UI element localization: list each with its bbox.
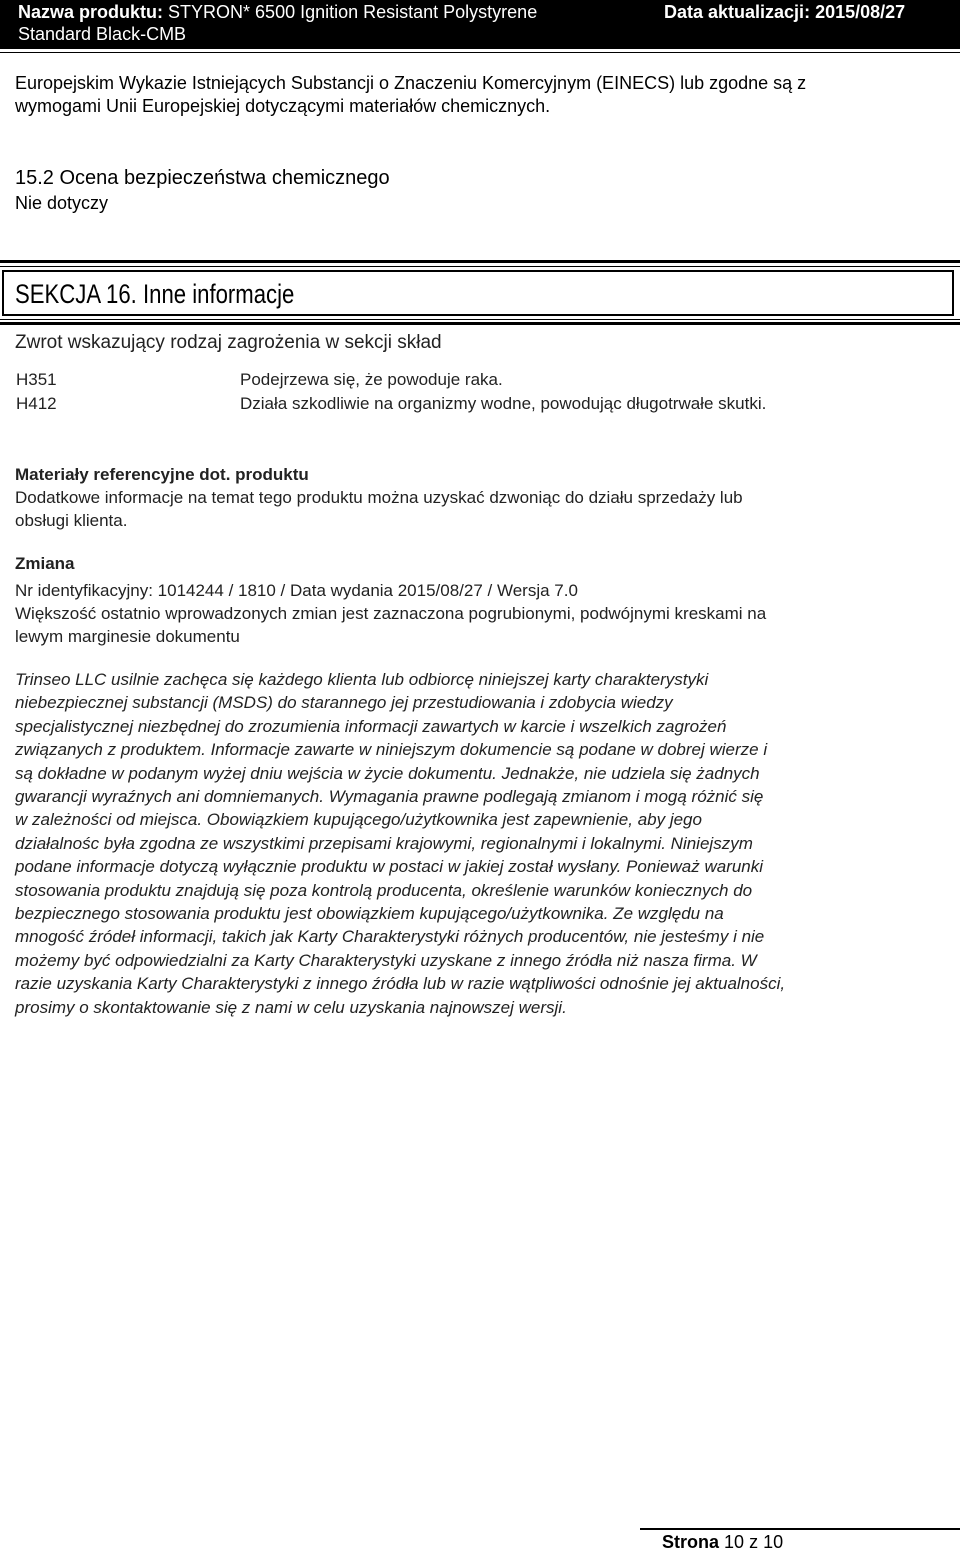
section16-rule-bottom-thick bbox=[0, 322, 960, 325]
section16-title: SEKCJA 16. Inne informacje bbox=[15, 279, 295, 309]
header-product-line2: Standard Black-CMB bbox=[18, 24, 187, 44]
section15-intro-line2: wymogami Unii Europejskiej dotyczącymi materiałów chemicznych. bbox=[15, 96, 551, 116]
section16-rule-top-thick bbox=[0, 260, 960, 263]
disclaimer-line: razie uzyskania Karty Charakterystyki z innego źródła lub w razie wątpliwości odnośnie jej aktualności, bbox=[15, 974, 786, 994]
change-line1: Większość ostatnio wprowadzonych zmian jest zaznaczona pogrubionymi, podwójnymi kreskami na bbox=[15, 604, 767, 623]
disclaimer-line: Trinseo LLC usilnie zachęca się każdego klienta lub odbiorcę niniejszej karty charakterystyki bbox=[15, 670, 709, 689]
disclaimer-line: działalnośc była zgodna ze wszystkimi przepisami krajowymi, regionalnymi i lokalnymi. Niniejszym bbox=[15, 833, 753, 853]
hazard-text-h412: Działa szkodliwie na organizmy wodne, powodując długotrwałe skutki. bbox=[240, 394, 767, 413]
page-label: Strona bbox=[662, 1532, 720, 1552]
section16-rule-top-thin bbox=[0, 266, 960, 267]
header-rule-thick bbox=[0, 46, 960, 49]
section15-intro-line1: Europejskim Wykazie Istniejących Substancji o Znaczeniu Komercyjnym (EINECS) lub zgodne są z bbox=[15, 73, 807, 93]
header-rule-thin bbox=[0, 52, 960, 53]
header-product-line bbox=[18, 1, 537, 23]
page-current: 10 bbox=[724, 1532, 745, 1552]
subsection-15-2-value: Nie dotyczy bbox=[15, 193, 109, 213]
disclaimer-line: bezpiecznego stosowania produktu jest obowiązkiem kupującego/użytkownika. Ze względu na bbox=[15, 904, 724, 924]
header-date-label: Data aktualizacji: bbox=[664, 2, 811, 22]
page-of: z bbox=[749, 1532, 759, 1552]
hazard-code-h412: H412 bbox=[16, 394, 57, 413]
disclaimer-line: specjalistycznej niezbędnej do zrozumienia informacji zawartych w karcie i wszelkich zagrożeń bbox=[15, 716, 727, 736]
change-heading: Zmiana bbox=[15, 554, 75, 573]
disclaimer-line: związanych z produktem. Informacje zawarte w niniejszym dokumencie są podane w dobrej wierze i bbox=[15, 740, 768, 760]
header-date-line bbox=[664, 1, 905, 23]
reference-line2: obsługi klienta. bbox=[15, 511, 128, 530]
header-product-label: Nazwa produktu: bbox=[18, 2, 164, 22]
hazard-heading: Zwrot wskazujący rodzaj zagrożenia w sekcji skład bbox=[15, 332, 442, 353]
subsection-15-2-title: 15.2 Ocena bezpieczeństwa chemicznego bbox=[15, 167, 390, 189]
disclaimer-paragraph bbox=[15, 668, 785, 1019]
hazard-code-h351: H351 bbox=[16, 370, 57, 389]
disclaimer-line: podane informacje dotyczą wyłącznie produktu w postaci w jakiej został wysłany. Ponieważ warunki bbox=[15, 857, 764, 877]
reference-line1: Dodatkowe informacje na temat tego produktu można uzyskać dzwoniąc do działu sprzedaży lub bbox=[15, 488, 743, 507]
disclaimer-line: gwarancji wyraźnych ani domniemanych. Wymagania prawne podlegają zmianom i mogą różnić się bbox=[15, 787, 764, 807]
section16-rule-bottom-thin bbox=[0, 319, 960, 320]
disclaimer-line: niebezpiecznej substancji (MSDS) do starannego jej przestudiowania i zdobycia wiedzy bbox=[15, 693, 673, 713]
disclaimer-line: możemy być odpowiedzialni za Karty Charakterystyki uzyskane z innego źródła niż nasza firma. W bbox=[15, 950, 757, 970]
disclaimer-line: w zależności od miejsca. Obowiązkiem kupującego/użytkownika jest zapewnienie, aby jego bbox=[15, 810, 702, 830]
disclaimer-line: są dokładne w podanym wyżej dniu wejścia w życie dokumentu. Jednakże, nie udziela się żadnych bbox=[15, 763, 760, 783]
footer-rule bbox=[640, 1528, 960, 1530]
page-total: 10 bbox=[763, 1532, 784, 1552]
change-id-line: Nr identyfikacyjny: 1014244 / 1810 / Data wydania 2015/08/27 / Wersja 7.0 bbox=[15, 581, 578, 600]
disclaimer-line: stosowania produktu znajdują się poza kontrolą producenta, określenie warunków koniecznych do bbox=[15, 880, 753, 900]
header-product-name: STYRON* 6500 Ignition Resistant Polystyrene bbox=[168, 2, 538, 22]
header-date-value: 2015/08/27 bbox=[815, 2, 906, 22]
hazard-text-h351: Podejrzewa się, że powoduje raka. bbox=[240, 370, 503, 389]
disclaimer-line: mnogość źródeł informacji, takich jak Karty Charakterystyki różnych producentów, nie jesteśmy i nie bbox=[15, 927, 765, 947]
reference-heading: Materiały referencyjne dot. produktu bbox=[15, 465, 309, 484]
disclaimer-line: prosimy o skontaktowanie się z nami w celu uzyskania najnowszej wersji. bbox=[15, 997, 567, 1017]
change-line2: lewym marginesie dokumentu bbox=[15, 627, 240, 646]
